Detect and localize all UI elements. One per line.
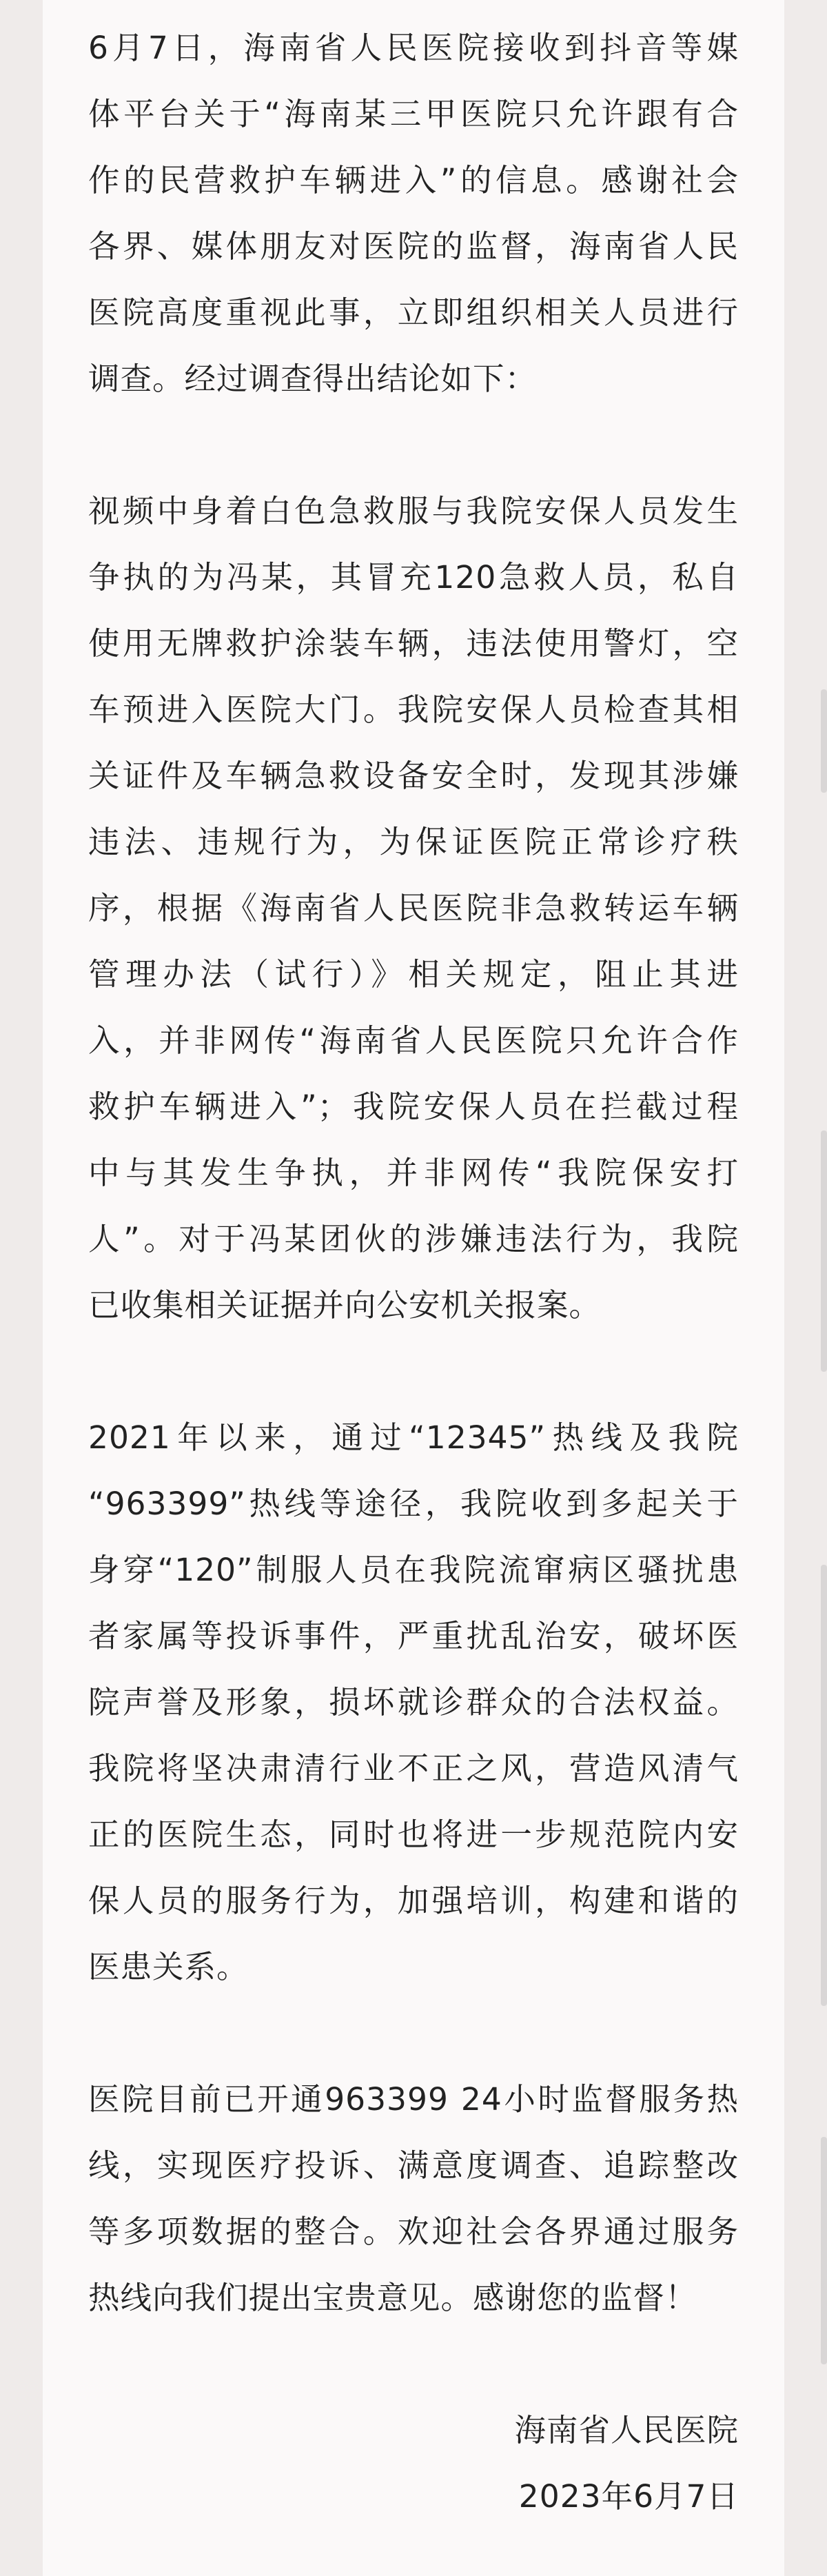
paragraph-hotline (88, 2067, 739, 2331)
text-line: 正的医院生态，同时也将进一步规范院内安 (88, 1816, 739, 1853)
text-line: 医患关系。 (88, 1949, 249, 1985)
text-line: 救护车辆进入”；我院安保人员在拦截过程 (88, 1088, 739, 1125)
text-line: 违法、违规行为，为保证医院正常诊疗秩 (88, 824, 739, 860)
text-line: 线，实现医疗投诉、满意度调查、追踪整改 (88, 2147, 739, 2184)
text-line: 医院高度重视此事，立即组织相关人员进行 (88, 294, 739, 331)
document-page (43, 0, 784, 2576)
paragraph-findings (88, 478, 739, 1339)
text-line: 体平台关于“海南某三甲医院只允许跟有合 (88, 96, 739, 132)
text-line: 热线向我们提出宝贵意见。感谢您的监督！ (88, 2280, 697, 2316)
text-line: 等多项数据的整合。欢迎社会各界通过服务 (88, 2213, 739, 2250)
text-line: 保人员的服务行为，加强培训，构建和谐的 (88, 1883, 739, 1919)
signature-block (88, 2397, 739, 2530)
text-line: 人”。对于冯某团伙的涉嫌违法行为，我院 (88, 1221, 739, 1257)
text-line: 作的民营救护车辆进入”的信息。感谢社会 (88, 162, 739, 199)
scroll-indicator (821, 689, 827, 793)
signature-org: 海南省人民医院 (514, 2412, 739, 2448)
scroll-indicator (821, 1565, 827, 2006)
scroll-indicator (821, 2137, 827, 2364)
text-line: 6月7日，海南省人民医院接收到抖音等媒 (88, 30, 739, 66)
scroll-indicator (821, 1130, 827, 1372)
text-line: 者家属等投诉事件，严重扰乱治安，破坏医 (88, 1618, 739, 1654)
article-body (88, 15, 739, 2530)
text-line: 序，根据《海南省人民医院非急救转运车辆 (88, 890, 739, 926)
text-line: 使用无牌救护涂装车辆，违法使用警灯，空 (88, 625, 739, 662)
text-line: 视频中身着白色急救服与我院安保人员发生 (88, 493, 739, 529)
paragraph-complaints (88, 1405, 739, 2000)
text-line: 2021年以来，通过“12345”热线及我院 (88, 1419, 739, 1456)
text-line: 医院目前已开通963399 24小时监督服务热 (88, 2081, 739, 2118)
text-line: 身穿“120”制服人员在我院流窜病区骚扰患 (88, 1552, 739, 1588)
left-margin (0, 0, 43, 2576)
text-line: 关证件及车辆急救设备安全时，发现其涉嫌 (88, 758, 739, 794)
text-line: 已收集相关证据并向公安机关报案。 (88, 1287, 602, 1324)
text-line: “963399”热线等途径，我院收到多起关于 (88, 1485, 739, 1522)
text-line: 争执的为冯某，其冒充120急救人员，私自 (88, 559, 739, 596)
text-line: 调查。经过调查得出结论如下： (88, 361, 538, 397)
paragraph-intro (88, 15, 739, 412)
text-line: 院声誉及形象，损坏就诊群众的合法权益。 (88, 1684, 739, 1721)
text-line: 管理办法（试行）》相关规定，阻止其进 (88, 956, 739, 993)
text-line: 车预进入医院大门。我院安保人员检查其相 (88, 691, 739, 728)
text-line: 各界、媒体朋友对医院的监督，海南省人民 (88, 228, 739, 265)
text-line: 入，并非网传“海南省人民医院只允许合作 (88, 1022, 739, 1059)
text-line: 我院将坚决肃清行业不正之风，营造风清气 (88, 1750, 739, 1787)
text-line: 中与其发生争执，并非网传“我院保安打 (88, 1155, 739, 1191)
signature-date: 2023年6月7日 (518, 2478, 739, 2515)
